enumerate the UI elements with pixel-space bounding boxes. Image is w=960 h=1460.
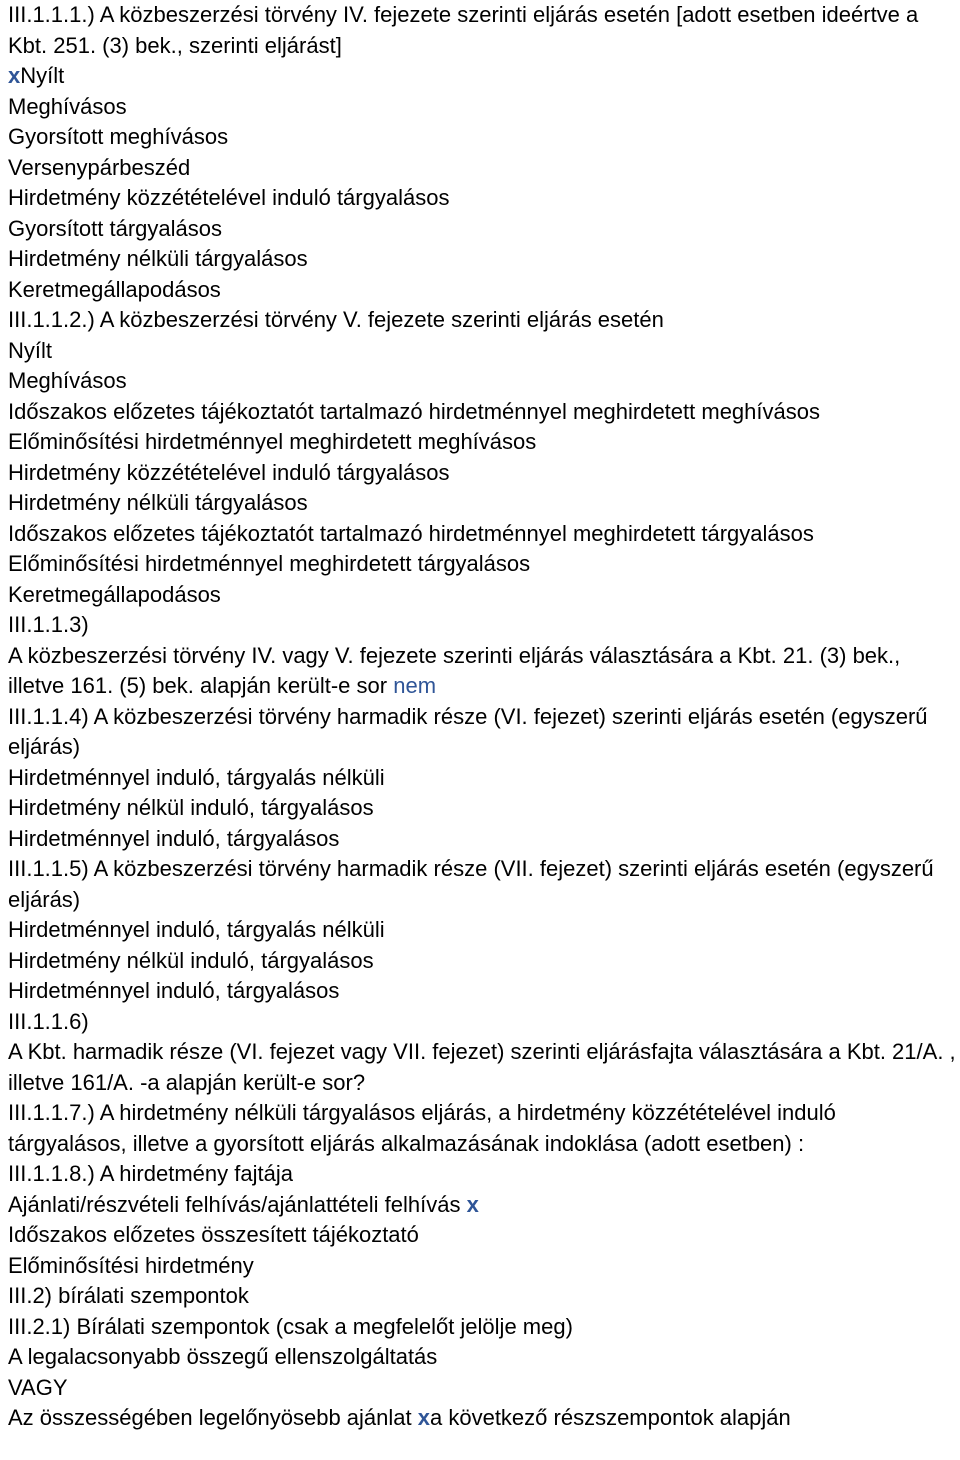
selection-mark: x [466, 1191, 479, 1217]
section-text-iii-1-1-7: III.1.1.7.) A hirdetmény nélküli tárgyalásos eljárás, a hirdetmény közzétételével induló tárgyalásos, illetve a gyorsított eljárás alkalmazásának indoklása (adott esetben) : [8, 1100, 836, 1156]
option-v-elominositesi-targyalasos[interactable]: Előminősítési hirdetménnyel meghirdetett tárgyalásos [8, 551, 531, 576]
option-114-hirdetmeny-nelkul-targyalasos[interactable]: Hirdetmény nélkül induló, tárgyalásos [8, 795, 374, 820]
option-label: Ajánlati/részvételi felhívás/ajánlattételi felhívás [8, 1191, 461, 1217]
option-v-meghivasos[interactable]: Meghívásos [8, 368, 127, 393]
option-meghivasos[interactable]: Meghívásos [8, 93, 127, 119]
option-v-idoszakos-targyalasos[interactable]: Időszakos előzetes tájékoztatót tartalmazó hirdetménnyel meghirdetett tárgyalásos [8, 520, 814, 546]
selection-mark: x [8, 63, 21, 88]
option-hirdetmeny-nelkuli[interactable]: Hirdetmény nélküli tárgyalásos [8, 246, 308, 271]
option-v-keretmegallapodasos[interactable]: Keretmegállapodásos [8, 581, 221, 607]
section-heading-iii-1-1-1: III.1.1.1.) A közbeszerzési törvény IV. fejezete szerinti eljárás esetén [adott esetben ideértve a Kbt. 251. (3) bek., szerinti eljárást] [8, 2, 919, 58]
section-text-iii-1-1-3 [8, 641, 956, 702]
section-heading-iii-1-1-8: III.1.1.8.) A hirdetmény fajtája [8, 1161, 293, 1186]
option-v-elominositesi-meghivasos[interactable]: Előminősítési hirdetménnyel meghirdetett meghívásos [8, 429, 537, 454]
option-115-hirdetmennyel-targyalasos[interactable]: Hirdetménnyel induló, tárgyalásos [8, 978, 340, 1003]
selection-mark: x [417, 1405, 430, 1430]
option-114-hirdetmennyel-targyalas-nelkuli[interactable]: Hirdetménnyel induló, tárgyalás nélküli [8, 764, 385, 790]
section-heading-iii-1-1-2: III.1.1.2.) A közbeszerzési törvény V. fejezete szerinti eljárás esetén [8, 307, 664, 332]
option-v-hirdetmeny-kozzetetelevel[interactable]: Hirdetmény közzétételével induló tárgyalásos [8, 459, 450, 485]
section-text-iii-1-1-6: A Kbt. harmadik része (VI. fejezet vagy VII. fejezet) szerinti eljárásfajta választására a Kbt. 21/A. , illetve 161/A. -a alapján került-e sor? [8, 1039, 956, 1095]
option-nyilt-selected[interactable] [8, 61, 960, 92]
option-versenyparbeszed[interactable]: Versenypárbeszéd [8, 154, 191, 180]
answer-value: nem [393, 673, 437, 698]
option-legalacsonyabb-osszeg[interactable]: A legalacsonyabb összegű ellenszolgáltatás [8, 1344, 438, 1369]
option-115-hirdetmeny-nelkul-targyalasos[interactable]: Hirdetmény nélkül induló, tárgyalásos [8, 947, 374, 973]
option-114-hirdetmennyel-targyalasos[interactable]: Hirdetménnyel induló, tárgyalásos [8, 825, 340, 851]
option-115-hirdetmennyel-targyalas-nelkuli[interactable]: Hirdetménnyel induló, tárgyalás nélküli [8, 917, 385, 942]
option-label: Az összességében legelőnyösebb ajánlat [8, 1405, 412, 1430]
or-separator: VAGY [8, 1374, 68, 1400]
question-text: A közbeszerzési törvény IV. vagy V. fejezete szerinti eljárás választására a Kbt. 21. (3) bek., illetve 161. (5) bek. alapján került-e sor [8, 642, 901, 698]
option-keretmegallapodasos[interactable]: Keretmegállapodásos [8, 276, 221, 302]
section-heading-iii-1-1-5: III.1.1.5) A közbeszerzési törvény harmadik része (VII. fejezet) szerinti eljárás esetén (egyszerű eljárás) [8, 856, 934, 912]
option-v-hirdetmeny-nelkuli[interactable]: Hirdetmény nélküli tárgyalásos [8, 490, 308, 515]
section-number-iii-1-1-3: III.1.1.3) [8, 612, 89, 637]
option-ajanlati-felhivas-selected[interactable] [8, 1190, 960, 1221]
option-v-idoszakos-meghivasos[interactable]: Időszakos előzetes tájékoztatót tartalmazó hirdetménnyel meghirdetett meghívásos [8, 398, 820, 424]
section-heading-iii-2: III.2) bírálati szempontok [8, 1283, 249, 1308]
option-gyorsitott-targyalasos[interactable]: Gyorsított tárgyalásos [8, 215, 222, 241]
option-label: Nyílt [20, 63, 65, 88]
option-v-nyilt[interactable]: Nyílt [8, 337, 52, 363]
option-gyorsitott-meghivasos[interactable]: Gyorsított meghívásos [8, 124, 229, 149]
section-number-iii-1-1-6: III.1.1.6) [8, 1008, 89, 1034]
section-heading-iii-2-1: III.2.1) Bírálati szempontok (csak a megfelelőt jelölje meg) [8, 1313, 573, 1339]
option-label-suffix: a következő részszempontok alapján [430, 1405, 791, 1430]
option-hirdetmeny-kozzetetelevel[interactable]: Hirdetmény közzétételével induló tárgyalásos [8, 185, 450, 210]
section-heading-iii-1-1-4: III.1.1.4) A közbeszerzési törvény harmadik része (VI. fejezet) szerinti eljárás esetén (egyszerű eljárás) [8, 703, 928, 759]
option-elominositesi-hirdetmeny[interactable]: Előminősítési hirdetmény [8, 1252, 254, 1278]
option-idoszakos-tajekoztato[interactable]: Időszakos előzetes összesített tájékoztató [8, 1222, 419, 1247]
option-legelonyosebb-ajanlat-selected[interactable] [8, 1403, 960, 1434]
